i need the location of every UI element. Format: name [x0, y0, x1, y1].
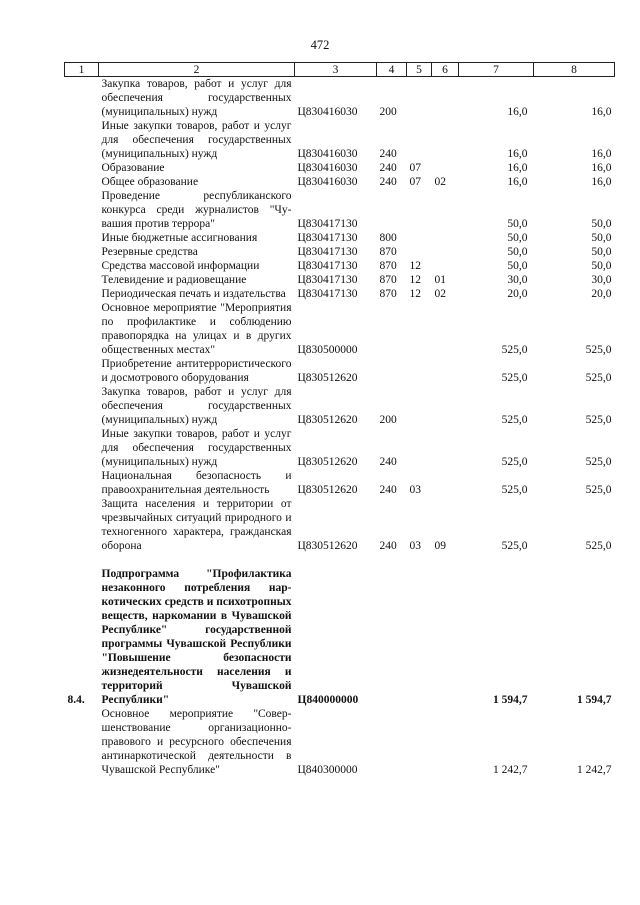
- row-col7-cell: 16,0: [507, 148, 528, 160]
- row-col4-cell: [377, 567, 407, 707]
- row-col4-cell: 240: [379, 148, 397, 160]
- row-col7-cell: 525,0: [501, 372, 528, 384]
- table-row: [65, 273, 615, 287]
- table-row: [65, 287, 615, 301]
- row-name-cell: Защита населения и территории от чрезвычайных ситуаций природного и техногенного характера, гражданская оборона: [101, 498, 292, 552]
- row-name-cell: Образование: [101, 162, 165, 174]
- row-col7-cell: 50,0: [507, 246, 528, 258]
- row-col6-cell: [432, 77, 459, 120]
- row-col8-cell: 50,0: [591, 260, 612, 272]
- row-col8-cell: 16,0: [591, 106, 612, 118]
- row-col6-cell: [432, 385, 459, 427]
- row-col4-cell: 240: [379, 176, 397, 188]
- table-row: [65, 245, 615, 259]
- row-col6-cell: 01: [434, 274, 446, 286]
- table-row: [65, 231, 615, 245]
- row-col6-cell: 09: [434, 540, 446, 552]
- row-col4-cell: [377, 189, 407, 231]
- row-col5-cell: 03: [409, 484, 421, 496]
- row-col4-cell: 870: [379, 260, 397, 272]
- row-code-cell: Ц830416030: [297, 106, 358, 118]
- table-row: [65, 161, 615, 175]
- row-code-cell: Ц840300000: [297, 764, 358, 776]
- row-number-cell: [65, 707, 99, 777]
- row-number-cell: [65, 427, 99, 469]
- row-col8-cell: 16,0: [591, 162, 612, 174]
- row-col8-cell: 525,0: [585, 414, 612, 426]
- row-col5-cell: [407, 231, 432, 245]
- row-name-cell: Периодическая печать и издательства: [101, 288, 286, 300]
- header-cell: 4: [377, 63, 407, 77]
- row-code-cell: Ц830512620: [297, 540, 358, 552]
- row-col8-cell: 16,0: [591, 176, 612, 188]
- row-col8-cell: 50,0: [591, 232, 612, 244]
- row-col5-cell: 07: [409, 162, 421, 174]
- row-col5-cell: [407, 385, 432, 427]
- row-col5-cell: [407, 567, 432, 707]
- table-row: [65, 427, 615, 469]
- row-col4-cell: [377, 707, 407, 777]
- row-col6-cell: [432, 245, 459, 259]
- row-code-cell: Ц830512620: [297, 484, 358, 496]
- row-code-cell: Ц830417130: [297, 274, 358, 286]
- row-name-cell: Подпрограмма "Профилактика незаконного потребления наркотических средств и психотропных веществ, наркомании в Чувашской Республике" государственной программы Чувашской Республики "Повышение безопасности жизнедеятельности населения и территорий Чувашской Республики": [101, 568, 292, 706]
- spacer-row: [65, 553, 615, 567]
- table-row: [65, 175, 615, 189]
- table-row: [65, 567, 615, 707]
- table-row: [65, 119, 615, 161]
- row-name-cell: Телевидение и радиовещание: [101, 274, 247, 286]
- row-name-cell: Резервные средства: [101, 246, 198, 258]
- row-number-cell: [65, 497, 99, 553]
- row-col7-cell: 525,0: [501, 344, 528, 356]
- row-number-cell: [65, 77, 99, 120]
- row-col7-cell: 20,0: [507, 288, 528, 300]
- row-number-cell: [65, 287, 99, 301]
- row-col7-cell: 1 594,7: [493, 694, 528, 706]
- row-col6-cell: 02: [434, 176, 446, 188]
- row-code-cell: Ц830417130: [297, 288, 358, 300]
- row-col7-cell: 50,0: [507, 260, 528, 272]
- row-number-cell: [65, 119, 99, 161]
- row-col7-cell: 525,0: [501, 484, 528, 496]
- row-code-cell: Ц830416030: [297, 148, 358, 160]
- row-number-cell: [65, 259, 99, 273]
- row-code-cell: Ц830416030: [297, 162, 358, 174]
- row-col8-cell: 16,0: [591, 148, 612, 160]
- row-number-cell: [65, 301, 99, 357]
- row-col4-cell: 870: [379, 246, 397, 258]
- row-name-cell: Основное мероприятие "Совершенствование организационно-правового и ресурсного обеспечения антинаркотической деятельности в Чувашской Республике": [101, 708, 292, 776]
- row-name-cell: Проведение республиканского конкурса среди журналистов "Чувашия против террора": [101, 190, 292, 230]
- row-col8-cell: 1 594,7: [577, 694, 612, 706]
- row-code-cell: Ц830417130: [297, 218, 358, 230]
- row-code-cell: Ц830417130: [297, 232, 358, 244]
- row-col6-cell: [432, 119, 459, 161]
- row-col8-cell: 525,0: [585, 540, 612, 552]
- row-name-cell: Иные закупки товаров, работ и услуг для обеспечения государственных (муниципальных) нужд: [101, 428, 292, 468]
- budget-table: [64, 62, 615, 777]
- row-col7-cell: 50,0: [507, 232, 528, 244]
- row-col4-cell: 800: [379, 232, 397, 244]
- row-col8-cell: 525,0: [585, 344, 612, 356]
- header-cell: 8: [534, 63, 615, 77]
- header-cell: 6: [432, 63, 459, 77]
- row-col5-cell: [407, 427, 432, 469]
- table-row: [65, 259, 615, 273]
- row-col5-cell: 12: [409, 288, 421, 300]
- row-name-cell: Закупка товаров, работ и услуг для обеспечения государственных (муниципальных) нужд: [101, 386, 292, 426]
- spacer-cell: [65, 553, 615, 567]
- row-col7-cell: 30,0: [507, 274, 528, 286]
- row-name-cell: Иные закупки товаров, работ и услуг для обеспечения государственных (муниципальных) нужд: [101, 120, 292, 160]
- table-row: [65, 77, 615, 120]
- row-col4-cell: 240: [379, 162, 397, 174]
- row-number-cell: [65, 385, 99, 427]
- row-col4-cell: 240: [379, 456, 397, 468]
- row-col4-cell: 870: [379, 288, 397, 300]
- row-col6-cell: [432, 231, 459, 245]
- row-code-cell: Ц830512620: [297, 414, 358, 426]
- table-row: [65, 707, 615, 777]
- row-col5-cell: 12: [409, 274, 421, 286]
- row-col8-cell: 525,0: [585, 372, 612, 384]
- table-body: [65, 63, 615, 778]
- header-cell: 2: [99, 63, 295, 77]
- row-number-cell: [65, 273, 99, 287]
- row-number-cell: [65, 231, 99, 245]
- row-col4-cell: 240: [379, 484, 397, 496]
- row-code-cell: Ц830512620: [297, 456, 358, 468]
- row-number-cell: [65, 245, 99, 259]
- row-col8-cell: 50,0: [591, 218, 612, 230]
- row-col8-cell: 20,0: [591, 288, 612, 300]
- row-col5-cell: [407, 77, 432, 120]
- header-cell: 7: [459, 63, 534, 77]
- row-number-cell: [65, 189, 99, 231]
- header-cell: 1: [65, 63, 99, 77]
- row-col6-cell: [432, 567, 459, 707]
- row-col7-cell: 16,0: [507, 106, 528, 118]
- row-code-cell: Ц830417130: [297, 246, 358, 258]
- row-col5-cell: [407, 301, 432, 357]
- row-col8-cell: 525,0: [585, 456, 612, 468]
- row-col4-cell: 200: [379, 414, 397, 426]
- row-col7-cell: 50,0: [507, 218, 528, 230]
- table-row: [65, 469, 615, 497]
- row-col4-cell: [377, 357, 407, 385]
- table-row: [65, 357, 615, 385]
- row-col6-cell: [432, 189, 459, 231]
- row-code-cell: Ц830417130: [297, 260, 358, 272]
- row-col6-cell: [432, 469, 459, 497]
- row-col8-cell: 525,0: [585, 484, 612, 496]
- row-col7-cell: 525,0: [501, 456, 528, 468]
- row-col5-cell: [407, 189, 432, 231]
- row-col5-cell: [407, 707, 432, 777]
- row-col5-cell: [407, 357, 432, 385]
- row-code-cell: Ц830512620: [297, 372, 358, 384]
- row-col6-cell: [432, 357, 459, 385]
- row-col6-cell: 02: [434, 288, 446, 300]
- row-col6-cell: [432, 301, 459, 357]
- row-col6-cell: [432, 707, 459, 777]
- row-col4-cell: [377, 301, 407, 357]
- table-row: [65, 497, 615, 553]
- row-col5-cell: [407, 119, 432, 161]
- row-col8-cell: 30,0: [591, 274, 612, 286]
- row-name-cell: Приобретение антитеррористического и досмотрового оборудования: [101, 358, 292, 384]
- row-code-cell: Ц830500000: [297, 344, 358, 356]
- row-col7-cell: 1 242,7: [493, 764, 528, 776]
- row-number-cell: [65, 161, 99, 175]
- table-row: [65, 385, 615, 427]
- row-number-cell: [65, 357, 99, 385]
- row-col6-cell: [432, 427, 459, 469]
- table-row: [65, 301, 615, 357]
- header-cell: 5: [407, 63, 432, 77]
- row-col7-cell: 16,0: [507, 162, 528, 174]
- row-col7-cell: 525,0: [501, 414, 528, 426]
- row-col5-cell: [407, 245, 432, 259]
- row-number-cell: 8.4.: [67, 694, 85, 706]
- row-code-cell: Ц830416030: [297, 176, 358, 188]
- row-number-cell: [65, 469, 99, 497]
- row-code-cell: Ц840000000: [297, 694, 359, 706]
- row-name-cell: Общее образование: [101, 176, 199, 188]
- row-col5-cell: 07: [409, 176, 421, 188]
- row-col5-cell: 12: [409, 260, 421, 272]
- row-number-cell: [65, 175, 99, 189]
- row-col7-cell: 16,0: [507, 176, 528, 188]
- row-col5-cell: 03: [409, 540, 421, 552]
- page-number: 472: [310, 38, 330, 52]
- row-col6-cell: [432, 259, 459, 273]
- row-col7-cell: 525,0: [501, 540, 528, 552]
- row-name-cell: Основное мероприятие "Мероприятия по профилактике и соблюдению правопорядка на улицах и в других общественных местах": [101, 302, 292, 356]
- row-col4-cell: 200: [379, 106, 397, 118]
- row-name-cell: Средства массовой информации: [101, 260, 260, 272]
- row-col8-cell: 50,0: [591, 246, 612, 258]
- row-col4-cell: 870: [379, 274, 397, 286]
- table-row: [65, 189, 615, 231]
- row-col4-cell: 240: [379, 540, 397, 552]
- row-name-cell: Национальная безопасность и правоохранительная деятельность: [101, 470, 292, 496]
- header-cell: 3: [295, 63, 377, 77]
- table-header-row: [65, 63, 615, 77]
- row-col6-cell: [432, 161, 459, 175]
- row-name-cell: Иные бюджетные ассигнования: [101, 232, 258, 244]
- row-col8-cell: 1 242,7: [577, 764, 612, 776]
- row-name-cell: Закупка товаров, работ и услуг для обеспечения государственных (муниципальных) нужд: [101, 78, 292, 118]
